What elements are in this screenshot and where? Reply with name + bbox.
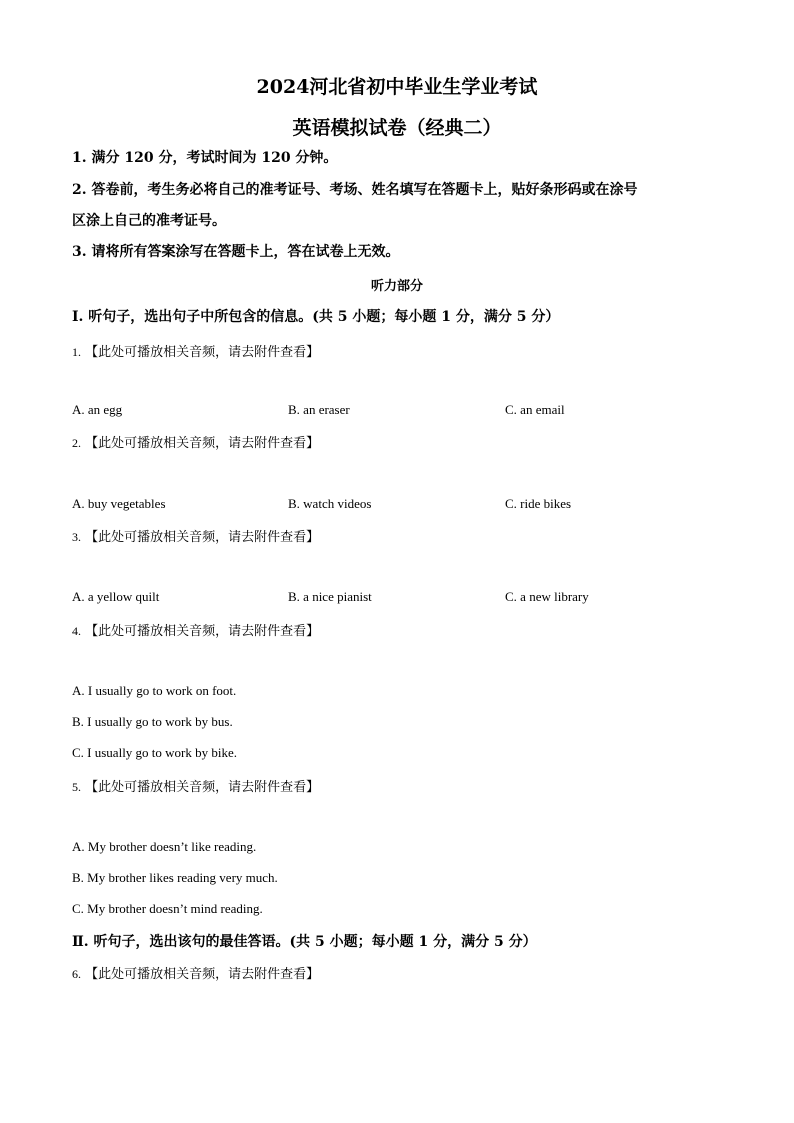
question-4	[72, 620, 319, 639]
question-2	[72, 432, 319, 451]
question-number: 5.	[72, 780, 81, 794]
q5-option-c: C. My brother doesn’t mind reading.	[72, 901, 263, 916]
q4-option-b: B. I usually go to work by bus.	[72, 714, 233, 729]
audio-note: 【此处可播放相关音频，请去附件查看】	[85, 530, 320, 545]
q2-option-a: A. buy vegetables	[72, 496, 166, 511]
q5-option-a: A. My brother doesn’t like reading.	[72, 839, 257, 854]
q1-option-b: B. an eraser	[288, 402, 350, 417]
question-6	[72, 963, 319, 982]
q5-option-b: B. My brother likes reading very much.	[72, 870, 278, 885]
section-2-heading: Ⅱ. 听句子，选出该句的最佳答语。(共 5 小题；每小题 1 分，满分 5 分）	[72, 934, 537, 950]
note-2: 2. 答卷前，考生务必将自己的准考证号、考场、姓名填写在答题卡上，贴好条形码或在涂号	[72, 182, 638, 198]
exam-subtitle: 英语模拟试卷（经典二）	[292, 117, 502, 139]
q2-option-c: C. ride bikes	[505, 496, 572, 511]
q3-option-b: B. a nice pianist	[288, 589, 372, 604]
audio-note: 【此处可播放相关音频，请去附件查看】	[85, 436, 320, 451]
question-5	[72, 776, 319, 795]
note-1: 1. 满分 120 分，考试时间为 120 分钟。	[72, 150, 338, 166]
q4-option-a: A. I usually go to work on foot.	[72, 683, 237, 698]
question-number: 3.	[72, 530, 81, 544]
question-1	[72, 341, 319, 360]
audio-note: 【此处可播放相关音频，请去附件查看】	[85, 345, 320, 360]
audio-note: 【此处可播放相关音频，请去附件查看】	[85, 624, 320, 639]
question-number: 1.	[72, 345, 81, 359]
q2-option-b: B. watch videos	[288, 496, 372, 511]
q3-option-a: A. a yellow quilt	[72, 589, 160, 604]
question-3	[72, 526, 319, 545]
listening-label: 听力部分	[370, 279, 423, 294]
q1-option-c: C. an email	[505, 402, 565, 417]
q4-option-c: C. I usually go to work by bike.	[72, 745, 238, 760]
section-1-heading: Ⅰ. 听句子，选出句子中所包含的信息。(共 5 小题；每小题 1 分，满分 5 分）	[72, 309, 560, 325]
question-number: 2.	[72, 436, 81, 450]
question-number: 6.	[72, 967, 81, 981]
note-3: 3. 请将所有答案涂写在答题卡上，答在试卷上无效。	[72, 244, 400, 260]
audio-note: 【此处可播放相关音频，请去附件查看】	[85, 780, 320, 795]
question-number: 4.	[72, 624, 81, 638]
audio-note: 【此处可播放相关音频，请去附件查看】	[85, 967, 320, 982]
q3-option-c: C. a new library	[505, 589, 589, 604]
exam-title: 2024河北省初中毕业生学业考试	[256, 76, 538, 98]
q1-option-a: A. an egg	[72, 402, 123, 417]
note-2-cont: 区涂上自己的准考证号。	[72, 213, 226, 229]
